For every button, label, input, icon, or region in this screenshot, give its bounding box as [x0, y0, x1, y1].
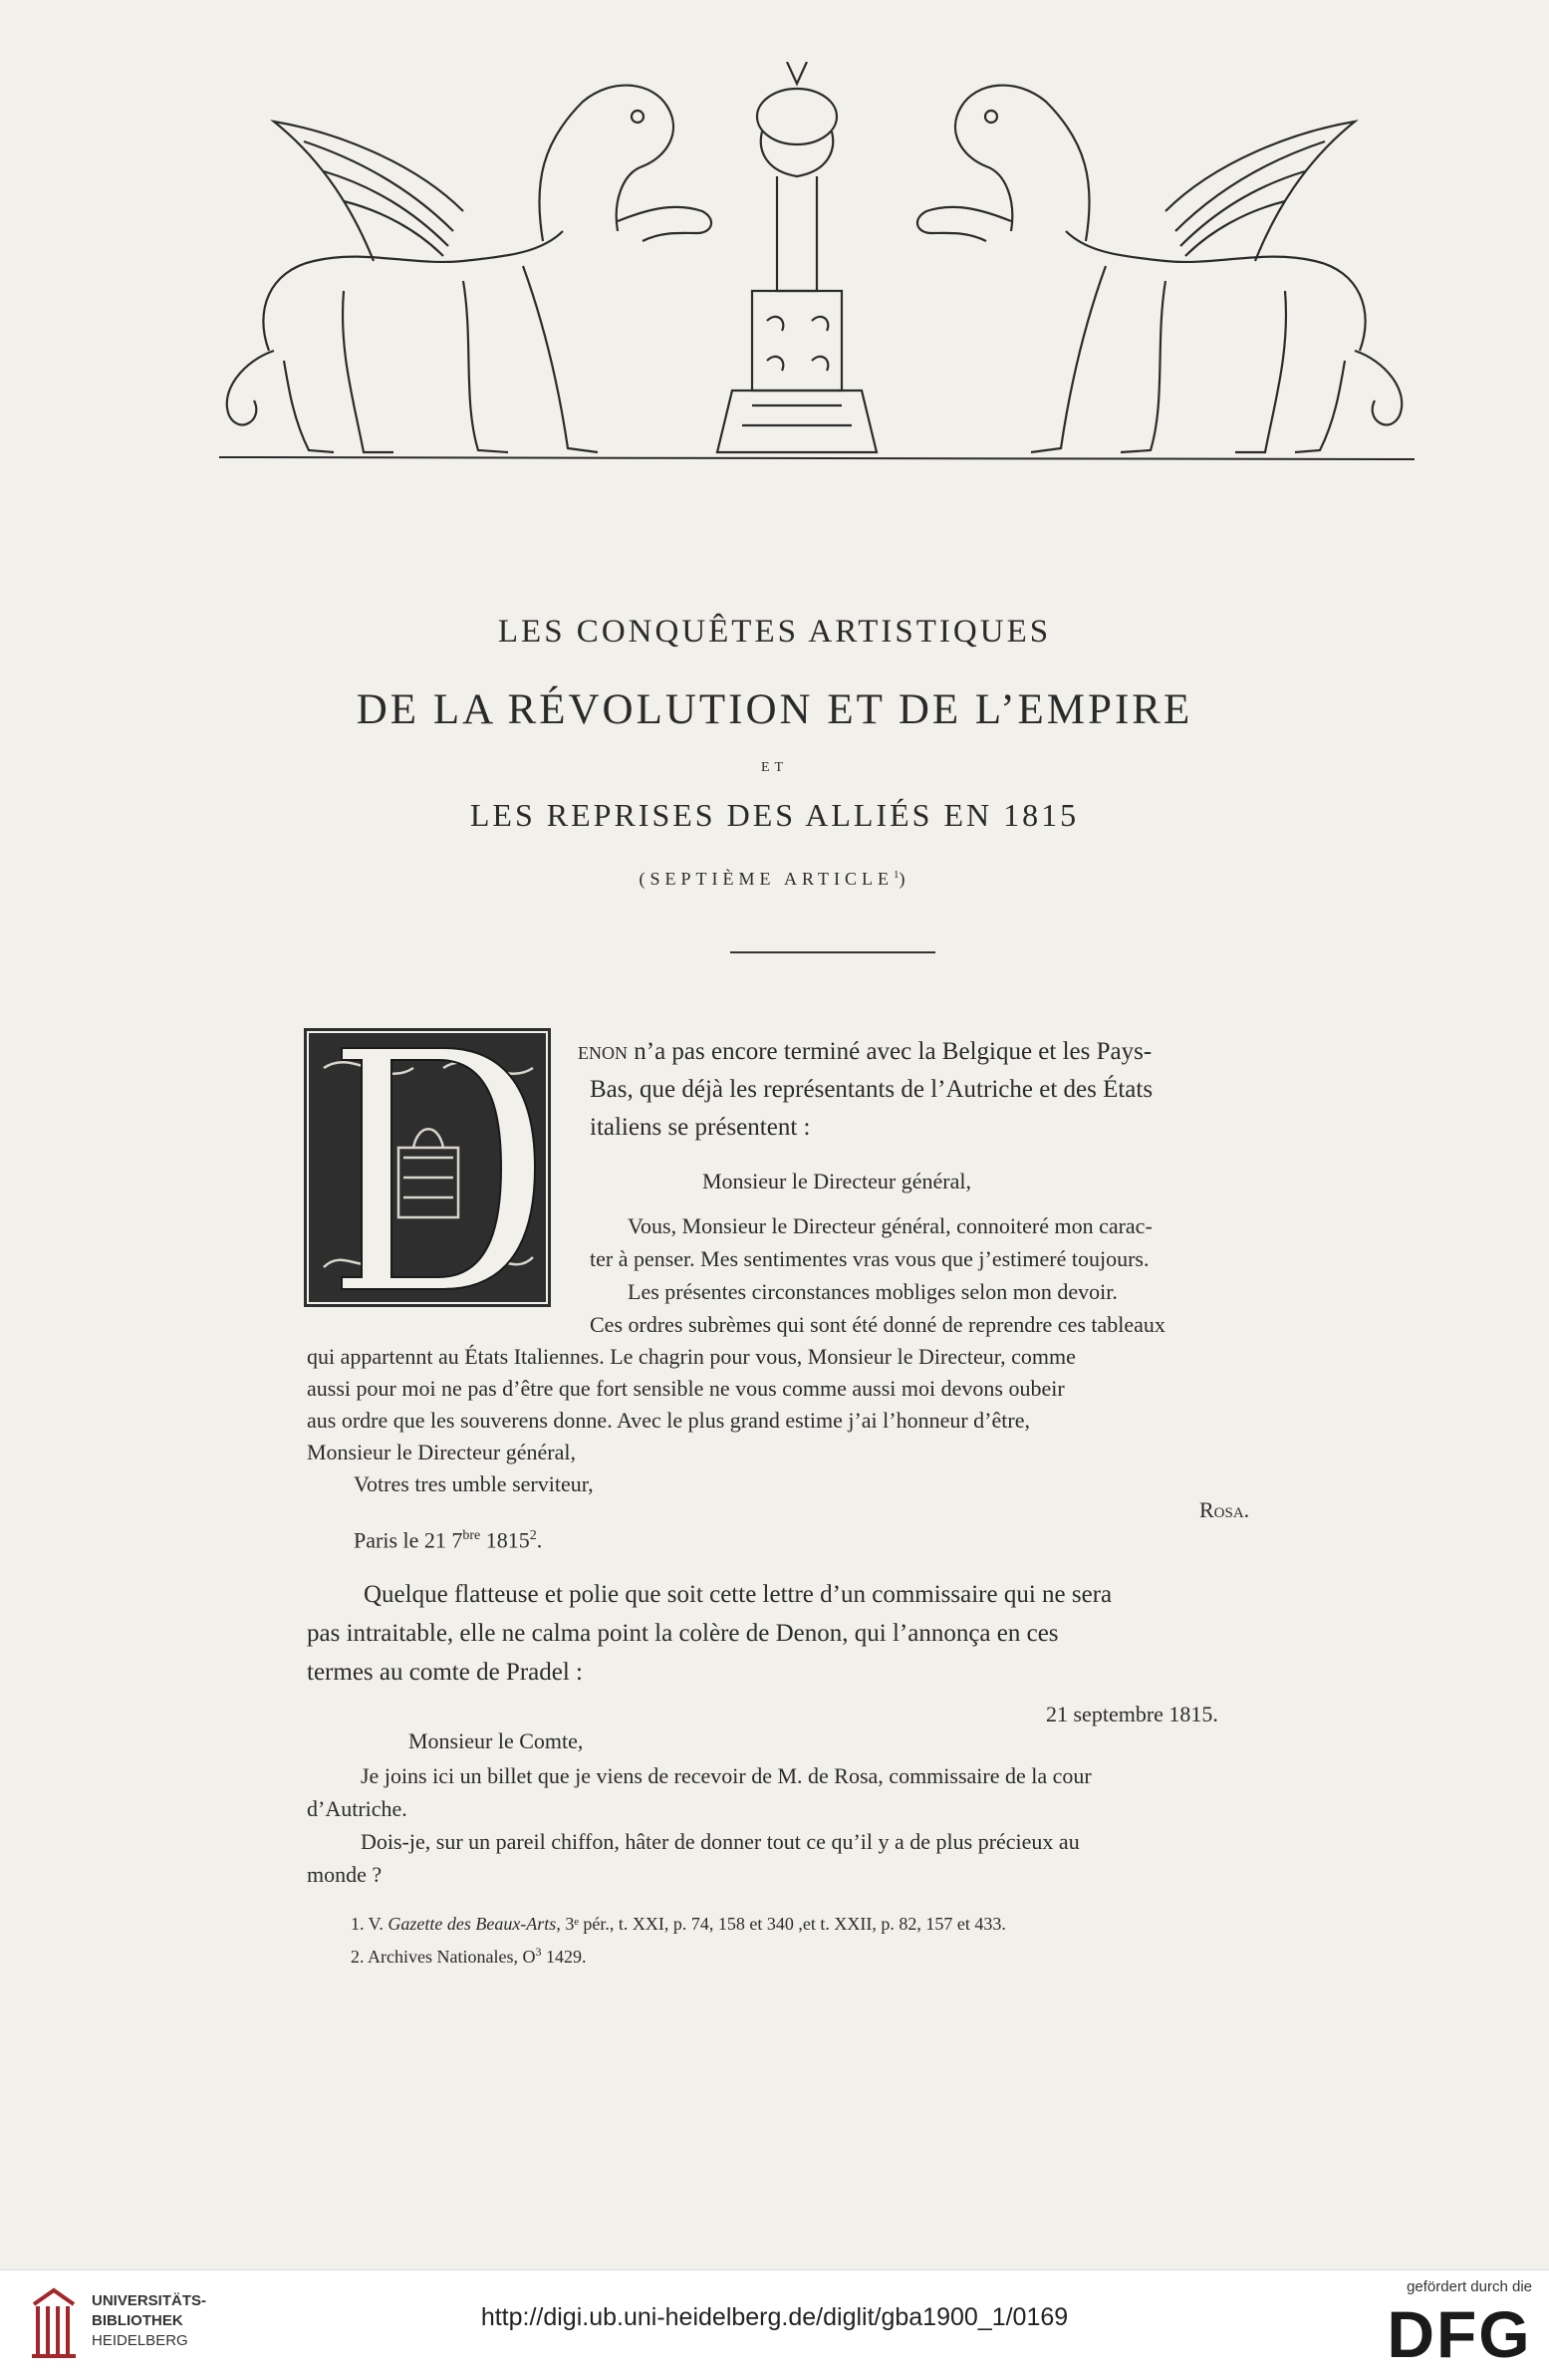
letter-line: qui appartennt au États Italiennes. Le chagrin pour vous, Monsieur le Directeur, comme	[307, 1344, 1076, 1369]
footnote-2-rest: 1429.	[541, 1947, 587, 1967]
dfg-logo-text: DFG	[1387, 2297, 1532, 2367]
griffin-headpiece-illustration	[214, 62, 1415, 465]
dfg-logo[interactable]	[1383, 2295, 1537, 2367]
reply-line: Dois-je, sur un pareil chiffon, hâter de donner tout ce qu’il y a de plus précieux au	[361, 1829, 1080, 1854]
reply-line: monde ?	[307, 1862, 383, 1887]
letter-closing: Votres tres umble serviteur,	[354, 1471, 594, 1496]
place-date-footnote-ref: 2	[529, 1528, 537, 1543]
letter-line: Ces ordres subrèmes qui sont été donné de reprendre ces tableaux	[590, 1312, 1165, 1337]
intro-smallcaps: enon	[578, 1038, 628, 1065]
narrative-line: pas intraitable, elle ne calma point la colère de Denon, qui l’annonça en ces	[307, 1620, 1059, 1647]
footnote-2	[351, 1939, 586, 1971]
letter-line: Monsieur le Directeur général,	[307, 1440, 576, 1464]
subtitle-close: )	[899, 869, 910, 889]
reply-line: d’Autriche.	[307, 1796, 407, 1821]
footnote-1-rest: , 3ᵉ pér., t. XXI, p. 74, 158 et 340 ,et t. XXII, p. 82, 157 et 433.	[556, 1914, 1006, 1934]
article-title-line-2: DE LA RÉVOLUTION ET DE L’EMPIRE	[356, 686, 1193, 733]
funder-label: gefördert durch die	[1407, 2278, 1532, 2295]
title-separator-rule	[730, 951, 935, 953]
library-name-line-1: UNIVERSITÄTS-	[92, 2292, 207, 2309]
footnote-1	[351, 1911, 1006, 1938]
letter-line: Les présentes circonstances mobliges selon mon devoir.	[628, 1279, 1118, 1304]
place-date-year: 1815	[480, 1527, 530, 1553]
ornamental-drop-cap	[304, 1028, 551, 1307]
place-date-sup: bre	[462, 1528, 481, 1543]
article-title-line-1: LES CONQUÊTES ARTISTIQUES	[497, 614, 1052, 650]
library-name-line-2: BIBLIOTHEK	[92, 2312, 183, 2329]
letter-line: Vous, Monsieur le Directeur général, connoiteré mon carac-	[628, 1213, 1153, 1238]
article-subtitle	[0, 869, 1549, 890]
library-name-line-3: HEIDELBERG	[92, 2332, 188, 2349]
letter-line: aussi pour moi ne pas d’être que fort sensible ne vous comme aussi moi devons oubeir	[307, 1376, 1065, 1401]
letter-place-date	[354, 1520, 542, 1555]
intro-line-1	[578, 1034, 1152, 1069]
place-date-end: .	[536, 1527, 543, 1553]
reply-line: Je joins ici un billet que je viens de recevoir de M. de Rosa, commissaire de la cour	[361, 1763, 1092, 1788]
letter-signature: Rosa.	[1199, 1497, 1250, 1522]
letter-salutation: Monsieur le Directeur général,	[702, 1169, 971, 1193]
permalink-url[interactable]: http://digi.ub.uni-heidelberg.de/diglit/gba1900_1/0169	[480, 2303, 1069, 2331]
subtitle-text: (SEPTIÈME ARTICLE	[639, 869, 894, 889]
reply-salutation: Monsieur le Comte,	[408, 1728, 584, 1753]
subtitle-footnote-ref: 1	[893, 869, 900, 881]
intro-line-3: italiens se présentent :	[590, 1114, 811, 1141]
narrative-line: termes au comte de Pradel :	[307, 1659, 583, 1686]
letter-line: ter à penser. Mes sentimentes vras vous que j’estimeré toujours.	[590, 1246, 1150, 1271]
intro-line-1-rest: n’a pas encore terminé avec la Belgique et les Pays-	[628, 1038, 1153, 1065]
footnote-1-prefix: 1. V.	[351, 1914, 388, 1934]
footnote-1-journal: Gazette des Beaux-Arts	[387, 1914, 557, 1934]
article-title-et: ET	[760, 760, 789, 775]
letter-line: aus ordre que les souverens donne. Avec le plus grand estime j’ai l’honneur d’être,	[307, 1408, 1030, 1433]
footnote-2-prefix: 2. Archives Nationales, O	[351, 1947, 536, 1967]
narrative-line: Quelque flatteuse et polie que soit cette lettre d’un commissaire qui ne sera	[364, 1581, 1113, 1608]
place-date-text: Paris le 21 7	[354, 1527, 463, 1553]
article-title-line-3: LES REPRISES DES ALLIÉS EN 1815	[469, 797, 1080, 833]
footnote-2-sup: 3	[535, 1945, 542, 1959]
intro-line-2: Bas, que déjà les représentants de l’Autriche et des États	[590, 1076, 1154, 1103]
reply-date: 21 septembre 1815.	[1046, 1702, 1218, 1726]
